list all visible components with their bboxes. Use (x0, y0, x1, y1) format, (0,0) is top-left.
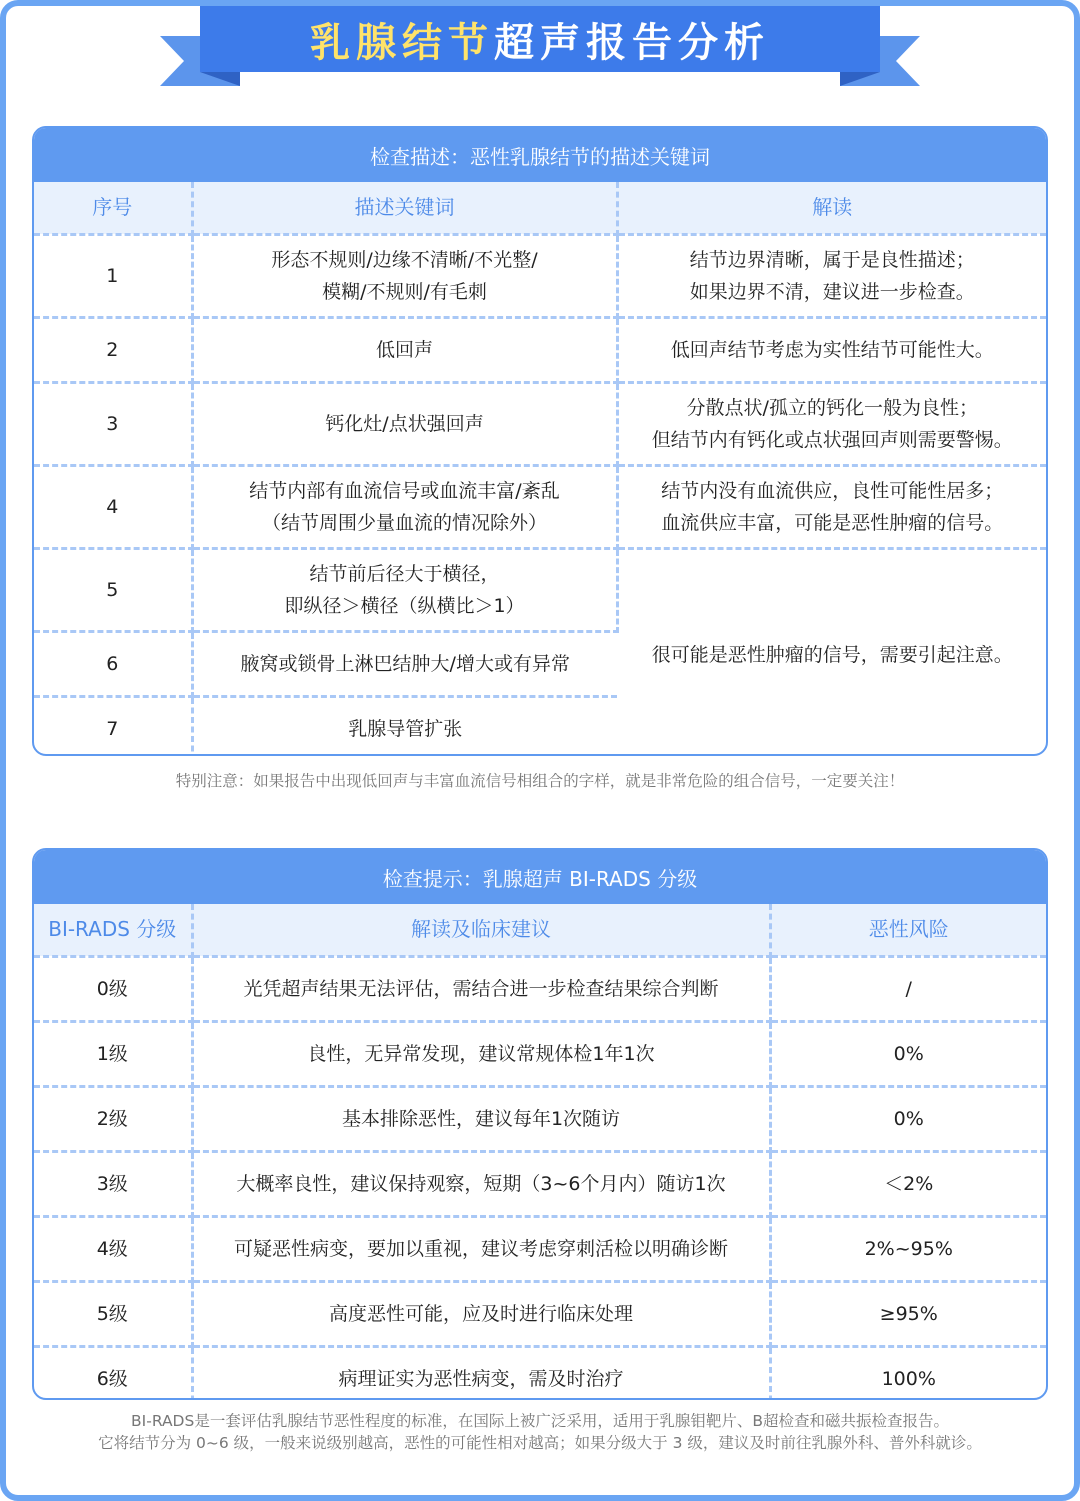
row-keywords: 乳腺导管扩张 (348, 718, 463, 741)
row-keywords (192, 548, 617, 631)
row-grade: 5级 (34, 1281, 192, 1346)
birads-table (34, 904, 1046, 1400)
table-header-row (34, 904, 1046, 956)
row-grade: 3级 (34, 1151, 192, 1216)
interpretation-line: 结节边界清晰，属于是良性描述； (689, 248, 975, 271)
row-advice: 大概率良性，建议保持观察，短期（3~6个月内）随访1次 (192, 1151, 770, 1216)
table-row (34, 1216, 1046, 1281)
row-keywords: 腋窝或锁骨上淋巴结肿大/增大或有异常 (192, 631, 617, 696)
row-risk: 0% (770, 1086, 1046, 1151)
birads-card (32, 848, 1048, 1400)
page-title (310, 11, 770, 68)
title-banner (160, 6, 920, 92)
row-interpretation: 低回声结节考虑为实性结节可能性大。 (617, 317, 1046, 382)
footnote-line: BI-RADS是一套评估乳腺结节恶性程度的标准，在国际上被广泛采用，适用于乳腺钼靶片、B超检查和磁共振检查报告。 (131, 1412, 949, 1430)
header-no: 序号 (34, 182, 192, 234)
table-row (34, 1151, 1046, 1216)
interpretation-line: 分散点状/孤立的钙化一般为良性； (686, 396, 978, 419)
keywords-line: 即纵径＞横径（纵横比＞1） (284, 594, 525, 617)
row-number: 3 (34, 382, 192, 465)
row-risk: ＜2% (770, 1151, 1046, 1216)
row-advice: 可疑恶性病变，要加以重视，建议考虑穿刺活检以明确诊断 (192, 1216, 770, 1281)
row-grade: 0级 (34, 956, 192, 1021)
row-number: 7 (34, 696, 192, 756)
row-advice: 病理证实为恶性病变，需及时治疗 (192, 1346, 770, 1400)
interpretation-line: 但结节内有钙化或点状强回声则需要警惕。 (651, 428, 1013, 451)
row-advice: 良性，无异常发现，建议常规体检1年1次 (192, 1021, 770, 1086)
row-risk: ≥95% (770, 1281, 1046, 1346)
row-advice: 高度恶性可能，应及时进行临床处理 (192, 1281, 770, 1346)
keywords-line: 模糊/不规则/有毛刺 (322, 280, 487, 303)
row-interpretation (617, 234, 1046, 317)
description-keywords-table (34, 182, 1046, 756)
table-row (34, 317, 1046, 382)
table2-heading: 检查提示：乳腺超声 BI-RADS 分级 (34, 850, 1046, 904)
table-row (34, 465, 1046, 548)
birads-footnote (0, 1410, 1080, 1454)
row-keywords: 钙化灶/点状强回声 (192, 382, 617, 465)
page-title-rest: 超声报告分析 (494, 19, 770, 66)
table-row (34, 382, 1046, 465)
table-row (34, 548, 1046, 631)
keywords-line: （结节周围少量血流的情况除外） (261, 511, 547, 534)
row-number: 1 (34, 234, 192, 317)
header-interpretation: 解读 (617, 182, 1046, 234)
header-keywords: 描述关键词 (192, 182, 617, 234)
table-row (34, 956, 1046, 1021)
row-advice: 光凭超声结果无法评估，需结合进一步检查结果综合判断 (192, 956, 770, 1021)
row-keywords (192, 234, 617, 317)
header-advice: 解读及临床建议 (192, 904, 770, 956)
row-risk: 0% (770, 1021, 1046, 1086)
table-header-row (34, 182, 1046, 234)
row-grade: 1级 (34, 1021, 192, 1086)
interpretation-line: 血流供应丰富，可能是恶性肿瘤的信号。 (661, 511, 1004, 534)
interpretation-line: 如果边界不清，建议进一步检查。 (689, 280, 975, 303)
row-number: 5 (34, 548, 192, 631)
footnote-line: 它将结节分为 0~6 级，一般来说级别越高，恶性的可能性相对越高；如果分级大于 3 级，建议及时前往乳腺外科、普外科就诊。 (98, 1434, 982, 1452)
merged-interpretation: 很可能是恶性肿瘤的信号，需要引起注意。 (617, 548, 1046, 756)
row-risk: 2%~95% (770, 1216, 1046, 1281)
row-number: 2 (34, 317, 192, 382)
table-row (34, 1346, 1046, 1400)
row-grade: 2级 (34, 1086, 192, 1151)
interpretation-line: 结节内没有血流供应，良性可能性居多； (661, 479, 1004, 502)
header-risk: 恶性风险 (770, 904, 1046, 956)
table-row (34, 1281, 1046, 1346)
row-risk: / (770, 956, 1046, 1021)
header-grade: BI-RADS 分级 (34, 904, 192, 956)
table-row (34, 1021, 1046, 1086)
row-grade: 6级 (34, 1346, 192, 1400)
keywords-line: 形态不规则/边缘不清晰/不光整/ (271, 248, 538, 271)
row-keywords: 低回声 (192, 317, 617, 382)
keywords-line: 结节前后径大于横径， (309, 562, 500, 585)
page-title-highlight: 乳腺结节 (310, 19, 494, 66)
description-keywords-card (32, 126, 1048, 756)
special-note: 特别注意：如果报告中出现低回声与丰富血流信号相组合的字样，就是非常危险的组合信号，一定要关注！ (175, 772, 905, 790)
row-interpretation (617, 465, 1046, 548)
row-grade: 4级 (34, 1216, 192, 1281)
row-interpretation (617, 382, 1046, 465)
row-risk: 100% (881, 1368, 936, 1391)
row-number: 4 (34, 465, 192, 548)
keywords-line: 结节内部有血流信号或血流丰富/紊乱 (249, 479, 560, 502)
table-row (34, 234, 1046, 317)
table1-heading: 检查描述：恶性乳腺结节的描述关键词 (34, 128, 1046, 182)
row-advice: 基本排除恶性，建议每年1次随访 (192, 1086, 770, 1151)
row-number: 6 (34, 631, 192, 696)
banner-body (200, 6, 880, 72)
row-keywords (192, 465, 617, 548)
table-row (34, 1086, 1046, 1151)
